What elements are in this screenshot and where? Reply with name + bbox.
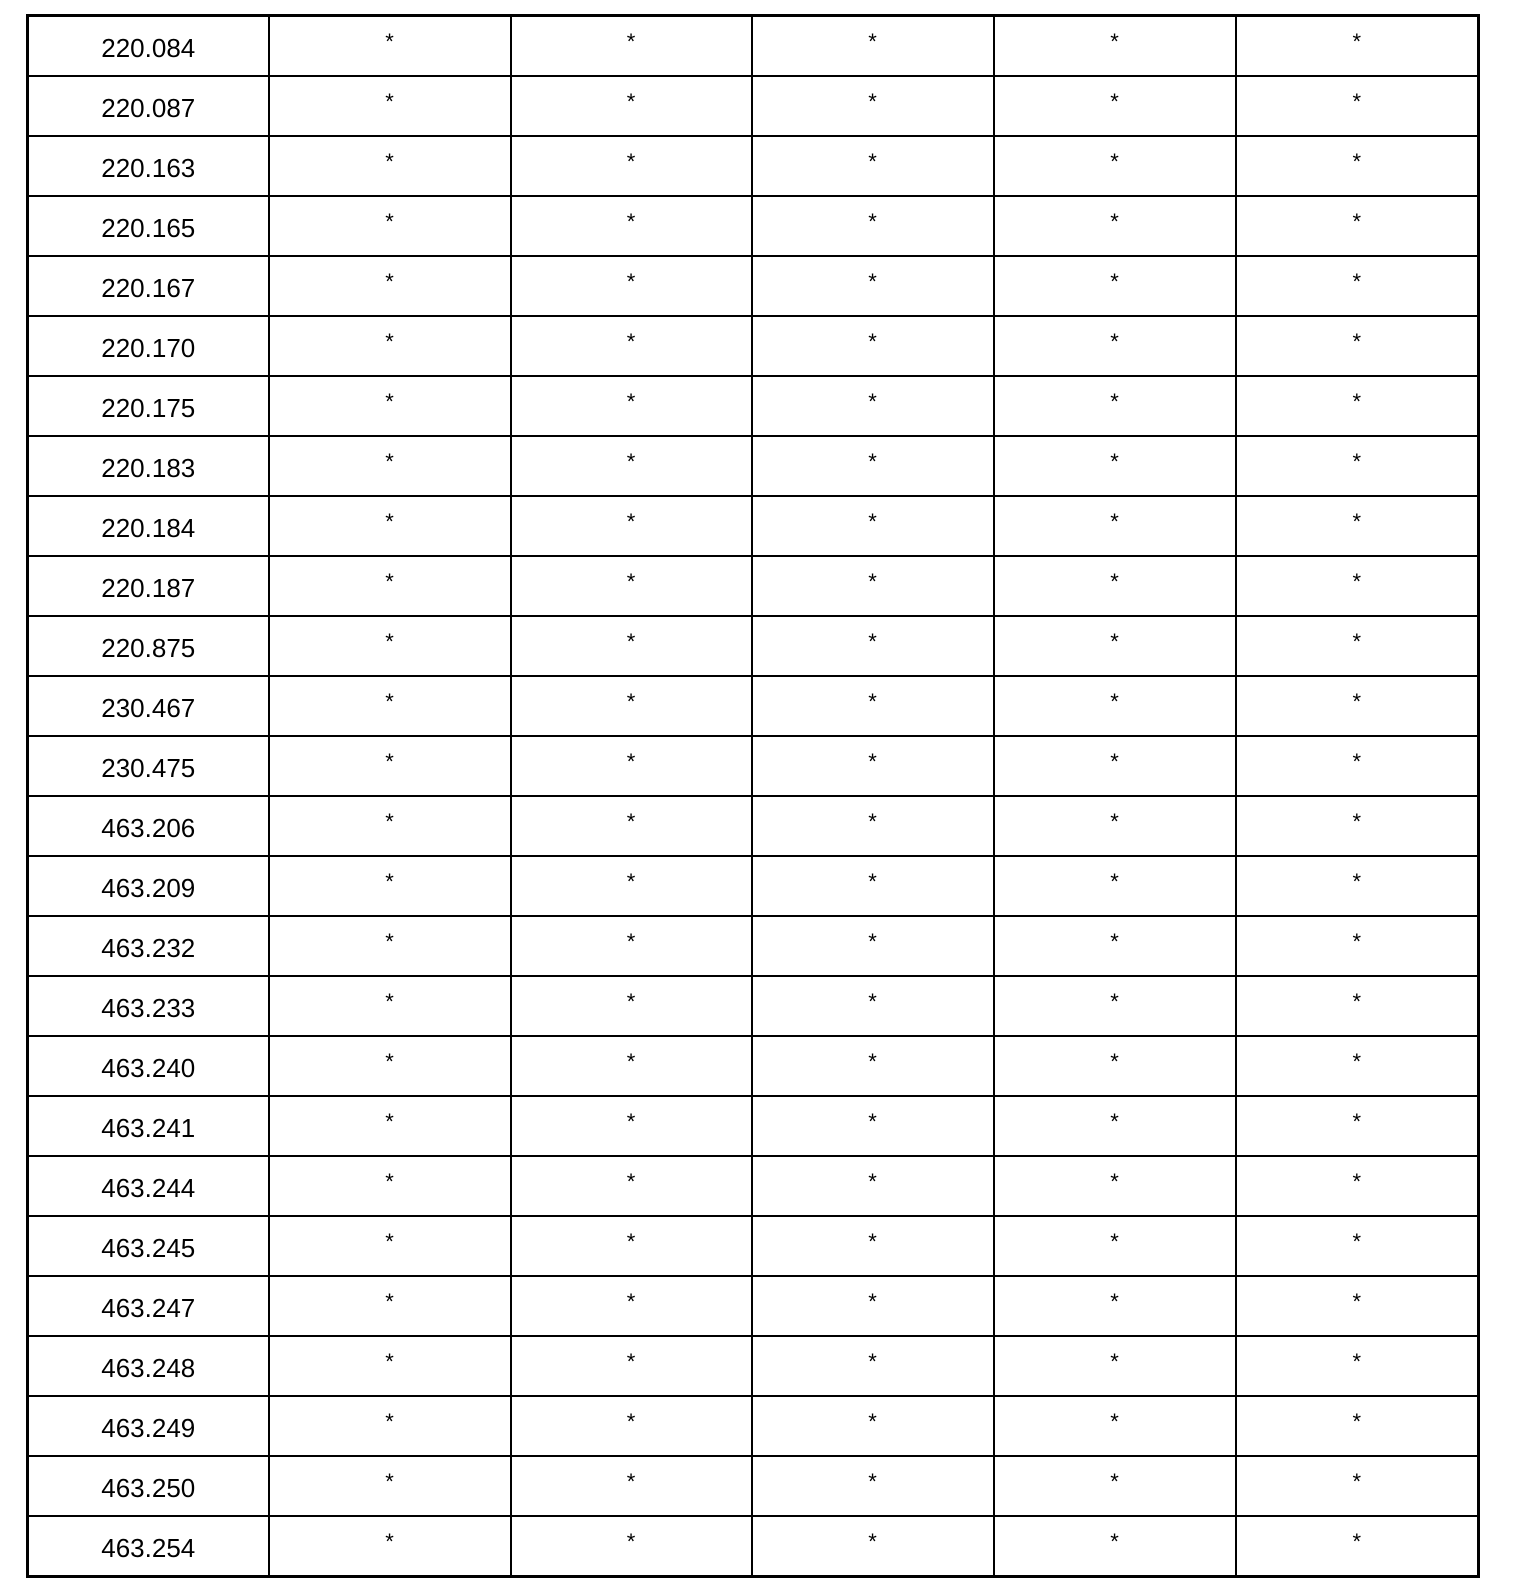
- mark-cell: *: [994, 1456, 1236, 1516]
- mark-cell: *: [994, 1156, 1236, 1216]
- mark-cell: *: [1236, 676, 1479, 736]
- row-id-cell: 220.084: [28, 16, 269, 77]
- mark-cell: *: [269, 436, 511, 496]
- mark-cell: *: [994, 1216, 1236, 1276]
- row-id-cell: 220.163: [28, 136, 269, 196]
- table-row: [28, 76, 1479, 136]
- mark-cell: *: [269, 976, 511, 1036]
- table-row: [28, 976, 1479, 1036]
- mark-cell: *: [752, 256, 994, 316]
- mark-cell: *: [752, 556, 994, 616]
- table-row: [28, 1336, 1479, 1396]
- mark-cell: *: [994, 376, 1236, 436]
- table-row: [28, 496, 1479, 556]
- mark-cell: *: [1236, 1396, 1479, 1456]
- mark-cell: *: [994, 676, 1236, 736]
- mark-cell: *: [752, 16, 994, 77]
- table-row: [28, 256, 1479, 316]
- mark-cell: *: [752, 1276, 994, 1336]
- mark-cell: *: [994, 616, 1236, 676]
- mark-cell: *: [269, 616, 511, 676]
- mark-cell: *: [511, 436, 752, 496]
- mark-cell: *: [269, 376, 511, 436]
- row-id-cell: 220.170: [28, 316, 269, 376]
- mark-cell: *: [1236, 616, 1479, 676]
- table-row: [28, 1156, 1479, 1216]
- mark-cell: *: [1236, 316, 1479, 376]
- mark-cell: *: [511, 1336, 752, 1396]
- table-row: [28, 1276, 1479, 1336]
- table-row: [28, 916, 1479, 976]
- mark-cell: *: [994, 856, 1236, 916]
- row-id-cell: 220.875: [28, 616, 269, 676]
- mark-cell: *: [269, 856, 511, 916]
- mark-cell: *: [752, 196, 994, 256]
- mark-cell: *: [752, 676, 994, 736]
- mark-cell: *: [994, 916, 1236, 976]
- mark-cell: *: [752, 136, 994, 196]
- mark-cell: *: [269, 1156, 511, 1216]
- table-row: [28, 736, 1479, 796]
- mark-cell: *: [1236, 916, 1479, 976]
- mark-cell: *: [269, 916, 511, 976]
- mark-cell: *: [511, 736, 752, 796]
- mark-cell: *: [269, 796, 511, 856]
- mark-cell: *: [511, 1216, 752, 1276]
- mark-cell: *: [1236, 16, 1479, 77]
- mark-cell: *: [511, 316, 752, 376]
- row-id-cell: 463.241: [28, 1096, 269, 1156]
- mark-cell: *: [1236, 1036, 1479, 1096]
- mark-cell: *: [994, 76, 1236, 136]
- mark-cell: *: [1236, 436, 1479, 496]
- mark-cell: *: [1236, 556, 1479, 616]
- mark-cell: *: [994, 556, 1236, 616]
- row-id-cell: 230.475: [28, 736, 269, 796]
- mark-cell: *: [752, 616, 994, 676]
- table-row: [28, 676, 1479, 736]
- mark-cell: *: [269, 1216, 511, 1276]
- row-id-cell: 463.232: [28, 916, 269, 976]
- mark-cell: *: [511, 16, 752, 77]
- mark-cell: *: [511, 136, 752, 196]
- mark-cell: *: [1236, 1096, 1479, 1156]
- mark-cell: *: [511, 856, 752, 916]
- mark-cell: *: [511, 496, 752, 556]
- mark-cell: *: [511, 1036, 752, 1096]
- mark-cell: *: [1236, 1516, 1479, 1577]
- table-row: [28, 1396, 1479, 1456]
- mark-cell: *: [511, 256, 752, 316]
- mark-cell: *: [752, 1096, 994, 1156]
- mark-cell: *: [1236, 736, 1479, 796]
- mark-cell: *: [752, 1036, 994, 1096]
- row-id-cell: 220.165: [28, 196, 269, 256]
- row-id-cell: 220.183: [28, 436, 269, 496]
- row-id-cell: 220.184: [28, 496, 269, 556]
- mark-cell: *: [994, 976, 1236, 1036]
- row-id-cell: 230.467: [28, 676, 269, 736]
- mark-cell: *: [511, 556, 752, 616]
- mark-cell: *: [269, 1456, 511, 1516]
- table-row: [28, 556, 1479, 616]
- mark-cell: *: [752, 736, 994, 796]
- mark-cell: *: [511, 376, 752, 436]
- mark-cell: *: [994, 496, 1236, 556]
- mark-cell: *: [752, 1396, 994, 1456]
- table-row: [28, 136, 1479, 196]
- mark-cell: *: [269, 316, 511, 376]
- row-id-cell: 463.209: [28, 856, 269, 916]
- mark-cell: *: [269, 556, 511, 616]
- table-row: [28, 1096, 1479, 1156]
- mark-cell: *: [1236, 496, 1479, 556]
- mark-cell: *: [269, 1276, 511, 1336]
- table-row: [28, 316, 1479, 376]
- mark-cell: *: [269, 1096, 511, 1156]
- mark-cell: *: [511, 796, 752, 856]
- mark-cell: *: [1236, 196, 1479, 256]
- mark-cell: *: [994, 1276, 1236, 1336]
- mark-cell: *: [269, 76, 511, 136]
- mark-cell: *: [511, 1456, 752, 1516]
- mark-cell: *: [752, 436, 994, 496]
- mark-cell: *: [511, 976, 752, 1036]
- mark-cell: *: [511, 616, 752, 676]
- table-row: [28, 196, 1479, 256]
- table-row: [28, 616, 1479, 676]
- mark-cell: *: [994, 1396, 1236, 1456]
- table-row: [28, 1216, 1479, 1276]
- mark-cell: *: [1236, 1456, 1479, 1516]
- row-id-cell: 220.175: [28, 376, 269, 436]
- mark-cell: *: [1236, 76, 1479, 136]
- row-id-cell: 463.248: [28, 1336, 269, 1396]
- mark-cell: *: [994, 436, 1236, 496]
- table-row: [28, 796, 1479, 856]
- mark-cell: *: [511, 676, 752, 736]
- mark-cell: *: [752, 316, 994, 376]
- mark-cell: *: [994, 1516, 1236, 1577]
- row-id-cell: 463.206: [28, 796, 269, 856]
- row-id-cell: 463.254: [28, 1516, 269, 1577]
- mark-cell: *: [269, 256, 511, 316]
- mark-cell: *: [994, 796, 1236, 856]
- mark-cell: *: [994, 256, 1236, 316]
- mark-cell: *: [752, 1216, 994, 1276]
- row-id-cell: 463.240: [28, 1036, 269, 1096]
- table-row: [28, 436, 1479, 496]
- data-table: [26, 14, 1480, 1578]
- row-id-cell: 463.247: [28, 1276, 269, 1336]
- mark-cell: *: [752, 76, 994, 136]
- mark-cell: *: [994, 316, 1236, 376]
- mark-cell: *: [1236, 136, 1479, 196]
- mark-cell: *: [752, 1336, 994, 1396]
- mark-cell: *: [1236, 1216, 1479, 1276]
- mark-cell: *: [752, 796, 994, 856]
- row-id-cell: 463.249: [28, 1396, 269, 1456]
- mark-cell: *: [752, 976, 994, 1036]
- mark-cell: *: [994, 1036, 1236, 1096]
- mark-cell: *: [994, 16, 1236, 77]
- mark-cell: *: [994, 736, 1236, 796]
- mark-cell: *: [269, 496, 511, 556]
- mark-cell: *: [269, 676, 511, 736]
- mark-cell: *: [511, 1096, 752, 1156]
- mark-cell: *: [994, 196, 1236, 256]
- mark-cell: *: [752, 856, 994, 916]
- row-id-cell: 463.244: [28, 1156, 269, 1216]
- mark-cell: *: [511, 1396, 752, 1456]
- mark-cell: *: [1236, 376, 1479, 436]
- mark-cell: *: [269, 1336, 511, 1396]
- mark-cell: *: [269, 736, 511, 796]
- table-row: [28, 16, 1479, 77]
- mark-cell: *: [1236, 856, 1479, 916]
- table-row: [28, 856, 1479, 916]
- mark-cell: *: [1236, 1276, 1479, 1336]
- mark-cell: *: [511, 1516, 752, 1577]
- table-row: [28, 376, 1479, 436]
- mark-cell: *: [269, 196, 511, 256]
- mark-cell: *: [511, 196, 752, 256]
- mark-cell: *: [752, 1156, 994, 1216]
- mark-cell: *: [269, 16, 511, 77]
- mark-cell: *: [994, 1336, 1236, 1396]
- mark-cell: *: [994, 1096, 1236, 1156]
- row-id-cell: 463.250: [28, 1456, 269, 1516]
- mark-cell: *: [1236, 976, 1479, 1036]
- table-row: [28, 1516, 1479, 1577]
- mark-cell: *: [752, 1456, 994, 1516]
- mark-cell: *: [511, 76, 752, 136]
- mark-cell: *: [269, 1516, 511, 1577]
- mark-cell: *: [511, 1156, 752, 1216]
- mark-cell: *: [994, 136, 1236, 196]
- row-id-cell: 220.167: [28, 256, 269, 316]
- row-id-cell: 220.187: [28, 556, 269, 616]
- mark-cell: *: [1236, 1336, 1479, 1396]
- table-row: [28, 1036, 1479, 1096]
- mark-cell: *: [752, 376, 994, 436]
- row-id-cell: 463.245: [28, 1216, 269, 1276]
- mark-cell: *: [269, 136, 511, 196]
- mark-cell: *: [752, 916, 994, 976]
- mark-cell: *: [1236, 1156, 1479, 1216]
- mark-cell: *: [1236, 796, 1479, 856]
- mark-cell: *: [269, 1036, 511, 1096]
- table-body: [28, 16, 1479, 1577]
- row-id-cell: 220.087: [28, 76, 269, 136]
- mark-cell: *: [269, 1396, 511, 1456]
- mark-cell: *: [1236, 256, 1479, 316]
- row-id-cell: 463.233: [28, 976, 269, 1036]
- mark-cell: *: [511, 916, 752, 976]
- mark-cell: *: [752, 496, 994, 556]
- mark-cell: *: [511, 1276, 752, 1336]
- table-row: [28, 1456, 1479, 1516]
- mark-cell: *: [752, 1516, 994, 1577]
